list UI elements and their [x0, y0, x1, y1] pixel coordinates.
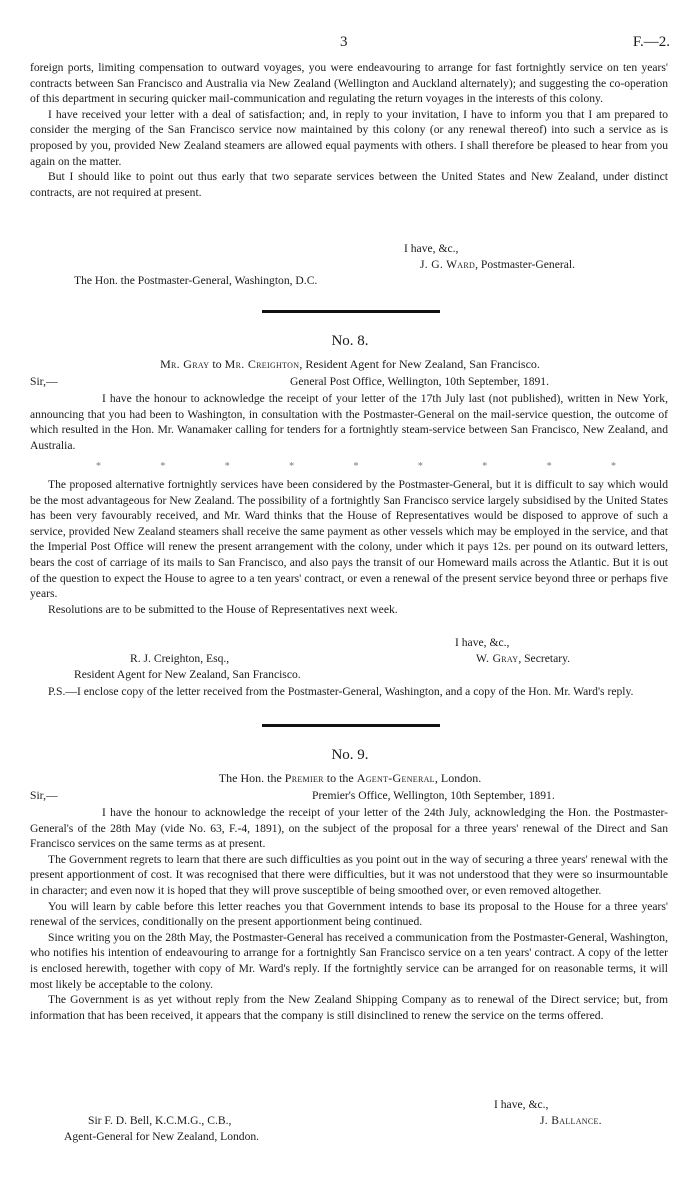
sender: Premier [284, 771, 324, 785]
connector: to [209, 357, 225, 371]
section-divider [262, 310, 440, 313]
page-number: 3 [340, 34, 348, 50]
signature [420, 258, 575, 271]
paragraph: I have received your letter with a deal of satisfaction; and, in reply to your invitation, I have to inform you that I am prepared to consider the merging of the San Francisco service now maintained by this colony (or any renewal thereof) into such a service as is proposed by you, provided New Zealand steamers are allowed equal payments with others. I shall therefore be pleased to hear from you again on the matter. [30, 107, 668, 168]
letter-address-line [0, 357, 700, 372]
paragraph: The Government regrets to learn that there are such difficulties as you point out in the way of securing a three years' renewal with the present apportionment of cost. It was recognised that there were difficulties, but it was not understood that they were so insurmountable in character; and even now it is hoped that they will prove susceptible of being smoothed over, or even removed altogether. [30, 852, 668, 897]
recipient-rest: , Resident Agent for New Zealand, San Francisco. [299, 357, 540, 371]
recipient-rest: , London. [434, 771, 482, 785]
place-date: Premier's Office, Wellington, 10th September, 1891. [312, 789, 555, 802]
star: * [482, 461, 488, 472]
document-reference: F.—2. [632, 34, 670, 50]
signature [476, 652, 570, 665]
recipient-title: Agent-General for New Zealand, London. [64, 1130, 260, 1143]
recipient: Agent-General [356, 771, 435, 785]
paragraph: I have the honour to acknowledge the receipt of your letter of the 24th July, acknowledging the Hon. the Postmaster-General's of the 28th May (vide No. 63, F.-4, 1891), on the subject of the proposal for a three years' renewal of the Direct and San Francisco services on the same terms as at present. [30, 806, 668, 851]
closing: I have, &c., [404, 242, 459, 255]
paragraph: The proposed alternative fortnightly services have been considered by the Postmaster-General, but it is difficult to say which would be the most advantageous for New Zealand. The possibility of a fortnightly San Francisco service largely subsidised by the United States has been very favourably received, and Mr. Ward thinks that the House of Representatives would be disposed to approve of such a service, provided New Zealand steamers shall receive the same payment as other vessels which may be employed in the service, and that the Imperial Post Office will renew the present arrangement with the colony, under which it pays 12s. per pound on its outward letters, bears the cost of carriage of its mails to San Francisco, and also pays the transit of our Homeward mails across the Atlantic. But it is out of the question to expect the House to agree to a ten years' contract, or even a renewal of the present service beyond three or perhaps five years. [30, 478, 668, 601]
signature-title: , Postmaster-General. [475, 258, 576, 271]
sender-prefix: The Hon. the [218, 771, 285, 785]
star: * [224, 461, 230, 472]
closing: I have, &c., [455, 636, 510, 649]
star: * [160, 461, 166, 472]
recipient: Mr. Creighton [224, 357, 300, 371]
sender: Mr. Gray [160, 357, 210, 371]
letter-body-no8 [30, 391, 668, 453]
paragraph: But I should like to point out thus early that two separate services between the United States and New Zealand, under distinct contracts, are not required at present. [30, 170, 668, 199]
signature-title: , Secretary. [518, 652, 571, 665]
recipient-name: R. J. Creighton, Esq., [130, 652, 230, 665]
star: * [353, 461, 359, 472]
recipient-name: Sir F. D. Bell, K.C.M.G., C.B., [88, 1114, 232, 1127]
paragraph: Since writing you on the 28th May, the Postmaster-General has received a communication from the Postmaster-General, Washington, who notifies his intention of endeavouring to arrange for a fortnightly San Francisco service on a ten years' contract. A copy of the letter is enclosed herewith, together with copy of Mr. Ward's reply. If the fortnightly service can be arranged for on reasonable terms, it will most likely be acceptable to the colony. [30, 930, 668, 991]
letter-body-no9 [30, 805, 668, 1023]
connector: to the [323, 771, 357, 785]
salutation: Sir,— [30, 375, 58, 388]
signature-name: J. G. Ward [420, 258, 476, 271]
letter-continuation [30, 60, 668, 200]
omission-stars [96, 461, 616, 472]
star: * [96, 461, 101, 472]
section-heading-no8: No. 8. [331, 333, 369, 349]
star: * [546, 461, 552, 472]
paragraph: Resolutions are to be submitted to the House of Representatives next week. [48, 602, 398, 616]
section-heading-no9: No. 9. [331, 747, 369, 763]
salutation: Sir,— [30, 789, 58, 802]
paragraph: I have the honour to acknowledge the receipt of your letter of the 17th July last (not published), written in New York, announcing that you had been to Washington, in consultation with the Postmaster-General on the mail-service question, the outcome of which resulted in the Hon. Mr. Wanamaker calling for tenders for a fortnightly steam-service between San Francisco, New Zealand, and Australia. [30, 392, 668, 452]
paragraph-continued: foreign ports, limiting compensation to outward voyages, you were endeavouring to arrange for fast fortnightly service on ten years' contracts between San Francisco and Australia via New Zealand (Wellington and Auckland alternately); and suggesting the co-operation of this department in securing quicker mail-communication and regulating the return voyages in the interests of this colony. [30, 61, 668, 106]
star: * [289, 461, 295, 472]
signature-name: J. Ballance. [540, 1114, 602, 1127]
postscript-block [30, 684, 668, 700]
signature-name: W. Gray [476, 652, 519, 665]
addressee: The Hon. the Postmaster-General, Washington, D.C. [74, 274, 318, 287]
paragraph: You will learn by cable before this letter reaches you that Government intends to base its proposal to the House for a three years' renewal of the services, conditionally on the present apportionment being continued. [30, 899, 668, 929]
section-divider [262, 724, 440, 727]
place-date: General Post Office, Wellington, 10th September, 1891. [290, 375, 549, 388]
star: * [417, 461, 423, 472]
star: * [611, 461, 616, 472]
letter-body-no8-cont [30, 477, 668, 617]
paragraph: The Government is as yet without reply from the New Zealand Shipping Company as to renewal of the Direct service; but, from information that has been received, it appears that the company is still disinclined to renew the service on the terms offered. [30, 993, 668, 1022]
recipient-title: Resident Agent for New Zealand, San Francisco. [74, 668, 301, 681]
closing: I have, &c., [494, 1098, 549, 1111]
letter-address-line [0, 771, 700, 786]
postscript: P.S.—I enclose copy of the letter received from the Postmaster-General, Washington, and a copy of the Hon. Mr. Ward's reply. [48, 685, 634, 698]
signature [540, 1114, 602, 1127]
